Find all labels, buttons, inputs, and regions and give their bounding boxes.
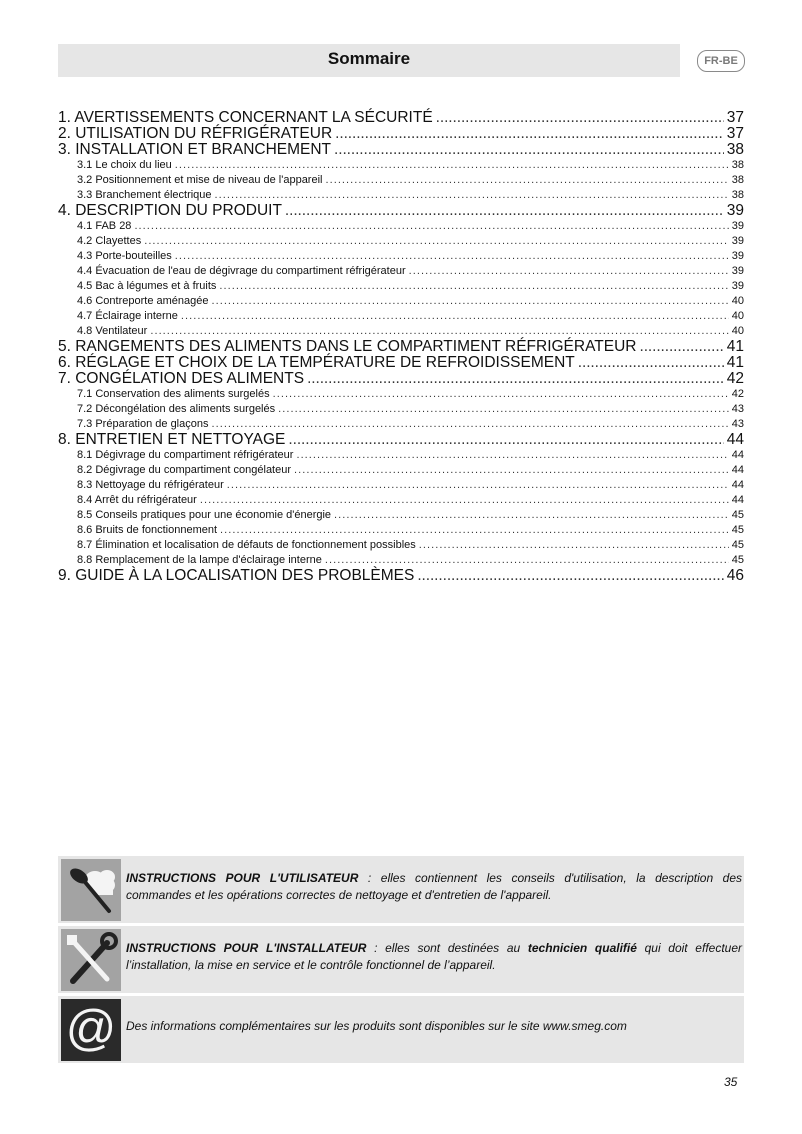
toc-leader [436, 110, 724, 126]
language-badge: FR-BE [697, 50, 745, 72]
toc-title: 8.7 Élimination et localisation de défauts de fonctionnement possibles [77, 539, 416, 551]
at-sign-icon [61, 999, 121, 1061]
toc-title: 8.1 Dégivrage du compartiment réfrigérateur [77, 449, 294, 461]
toc-page: 40 [731, 295, 744, 307]
toc-page: 39 [731, 250, 744, 262]
toc-leader [325, 173, 728, 188]
toc-title: 8. ENTRETIEN ET NETTOYAGE [58, 431, 286, 448]
toc-page: 41 [726, 338, 744, 355]
toc-leader [211, 294, 728, 309]
toc-leader [334, 508, 729, 523]
toc-section [58, 387, 744, 402]
toc-title: 4.4 Évacuation de l'eau de dégivrage du compartiment réfrigérateur [77, 265, 406, 277]
toc-title: 4.7 Éclairage interne [77, 310, 178, 322]
toc-chapter [58, 339, 744, 355]
toc-section [58, 234, 744, 249]
toc-leader [417, 568, 723, 584]
page-number: 35 [724, 1075, 738, 1089]
toc-title: 7.3 Préparation de glaçons [77, 418, 209, 430]
toc-leader [150, 324, 728, 339]
toc-page: 43 [731, 403, 744, 415]
table-of-contents [58, 110, 744, 584]
toc-leader [409, 264, 729, 279]
toc-title: 8.2 Dégivrage du compartiment congélateur [77, 464, 292, 476]
toc-leader [278, 402, 729, 417]
toc-section [58, 264, 744, 279]
toc-page: 39 [731, 220, 744, 232]
info-text-user [126, 870, 742, 904]
toc-chapter [58, 355, 744, 371]
toc-page: 39 [731, 265, 744, 277]
toc-section [58, 508, 744, 523]
toc-section [58, 493, 744, 508]
toc-title: 4.8 Ventilateur [77, 325, 148, 337]
toc-title: 1. AVERTISSEMENTS CONCERNANT LA SÉCURITÉ [58, 109, 433, 126]
toc-leader [215, 188, 729, 203]
toc-page: 45 [731, 539, 744, 551]
toc-chapter [58, 432, 744, 448]
toc-leader [285, 203, 724, 219]
toc-leader [273, 387, 729, 402]
toc-title: 3.2 Positionnement et mise de niveau de l'appareil [77, 174, 323, 186]
info-box-web [58, 996, 744, 1063]
toc-page: 45 [731, 509, 744, 521]
toc-page: 46 [726, 567, 744, 584]
toc-page: 40 [731, 325, 744, 337]
toc-section [58, 417, 744, 432]
toc-page: 44 [731, 449, 744, 461]
toc-chapter [58, 110, 744, 126]
toc-page: 42 [726, 370, 744, 387]
toc-title: 2. UTILISATION DU RÉFRIGÉRATEUR [58, 125, 333, 142]
toc-page: 38 [731, 189, 744, 201]
toc-page: 44 [731, 494, 744, 506]
toc-page: 43 [731, 418, 744, 430]
chef-spoon-icon [61, 859, 121, 921]
info-bold-installer: INSTRUCTIONS POUR L'INSTALLATEUR [126, 941, 367, 955]
toc-page: 44 [731, 479, 744, 491]
toc-page: 38 [731, 174, 744, 186]
toc-title: 3.3 Branchement électrique [77, 189, 212, 201]
toc-chapter [58, 203, 744, 219]
toc-title: 4.1 FAB 28 [77, 220, 132, 232]
toc-page: 37 [726, 109, 744, 126]
toc-leader [296, 448, 728, 463]
toc-leader [175, 249, 729, 264]
toc-page: 45 [731, 554, 744, 566]
toc-title: 7.1 Conservation des aliments surgelés [77, 388, 270, 400]
toc-section [58, 158, 744, 173]
toc-chapter [58, 142, 744, 158]
toc-leader [134, 219, 728, 234]
toc-chapter [58, 568, 744, 584]
toc-section [58, 279, 744, 294]
toc-leader [639, 339, 723, 355]
toc-chapter [58, 371, 744, 387]
toc-leader [181, 309, 729, 324]
toc-title: 9. GUIDE À LA LOCALISATION DES PROBLÈMES [58, 567, 415, 584]
toc-title: 7. CONGÉLATION DES ALIMENTS [58, 370, 305, 387]
toc-title: 6. RÉGLAGE ET CHOIX DE LA TEMPÉRATURE DE REFROIDISSEMENT [58, 354, 575, 371]
toc-title: 7.2 Décongélation des aliments surgelés [77, 403, 276, 415]
toc-section [58, 324, 744, 339]
info-bold-user: INSTRUCTIONS POUR L'UTILISATEUR [126, 871, 359, 885]
toc-page: 44 [731, 464, 744, 476]
toc-section [58, 219, 744, 234]
toc-leader [211, 417, 728, 432]
toc-page: 40 [731, 310, 744, 322]
toc-chapter [58, 126, 744, 142]
toc-leader [335, 126, 724, 142]
toc-title: 3.1 Le choix du lieu [77, 159, 172, 171]
toc-leader [419, 538, 729, 553]
toc-leader [219, 279, 728, 294]
info-box-installer [58, 926, 744, 993]
toc-section [58, 463, 744, 478]
toc-title: 4.3 Porte-bouteilles [77, 250, 172, 262]
toc-leader [578, 355, 724, 371]
toc-page: 39 [731, 235, 744, 247]
toc-title: 4.6 Contreporte aménagée [77, 295, 209, 307]
toc-section [58, 448, 744, 463]
toc-leader [227, 478, 729, 493]
toc-leader [294, 463, 729, 478]
toc-leader [334, 142, 724, 158]
toc-section [58, 402, 744, 417]
info-body-installer-2: qui doit effectuer l’installation, la mise en service et le contrôle fonctionnel de l’appareil. [126, 941, 742, 972]
info-body-user: : elles contiennent les conseils d'utilisation, la description des commandes et les opérations correctes de nettoyage et d'entretien de l'appareil. [126, 871, 742, 902]
toc-title: 4. DESCRIPTION DU PRODUIT [58, 202, 282, 219]
toc-section [58, 478, 744, 493]
info-bold-installer-2: technicien qualifié [527, 941, 637, 955]
toc-title: 4.2 Clayettes [77, 235, 142, 247]
toc-leader [144, 234, 729, 249]
toc-title: 8.5 Conseils pratiques pour une économie d'énergie [77, 509, 332, 521]
toc-page: 37 [726, 125, 744, 142]
toc-page: 45 [731, 524, 744, 536]
toc-title: 8.6 Bruits de fonctionnement [77, 524, 218, 536]
toc-section [58, 188, 744, 203]
toc-leader [288, 432, 723, 448]
toc-title: 8.8 Remplacement de la lampe d'éclairage interne [77, 554, 322, 566]
toc-section [58, 309, 744, 324]
toc-title: 8.4 Arrêt du réfrigérateur [77, 494, 197, 506]
tools-icon [61, 929, 121, 991]
toc-page: 42 [731, 388, 744, 400]
toc-section [58, 538, 744, 553]
toc-title: 3. INSTALLATION ET BRANCHEMENT [58, 141, 332, 158]
toc-leader [220, 523, 729, 538]
toc-leader [307, 371, 724, 387]
toc-section [58, 249, 744, 264]
toc-section [58, 523, 744, 538]
toc-title: 4.5 Bac à légumes et à fruits [77, 280, 217, 292]
svg-text:@: @ [65, 1000, 117, 1056]
toc-page: 39 [726, 202, 744, 219]
info-text-installer [126, 940, 742, 974]
toc-page: 38 [731, 159, 744, 171]
toc-page: 38 [726, 141, 744, 158]
toc-page: 41 [726, 354, 744, 371]
toc-leader [325, 553, 729, 568]
toc-page: 44 [726, 431, 744, 448]
toc-title: 8.3 Nettoyage du réfrigérateur [77, 479, 224, 491]
toc-section [58, 173, 744, 188]
header-bar [58, 44, 680, 77]
info-body-installer-1: : elles sont destinées au [366, 941, 528, 955]
toc-leader [175, 158, 729, 173]
toc-section [58, 553, 744, 568]
toc-title: 5. RANGEMENTS DES ALIMENTS DANS LE COMPARTIMENT RÉFRIGÉRATEUR [58, 338, 637, 355]
toc-section [58, 294, 744, 309]
info-box-user [58, 856, 744, 923]
toc-leader [200, 493, 729, 508]
page-title: Sommaire [327, 49, 411, 68]
toc-page: 39 [731, 280, 744, 292]
info-text-web: Des informations complémentaires sur les produits sont disponibles sur le site www.smeg.com [126, 1019, 627, 1033]
